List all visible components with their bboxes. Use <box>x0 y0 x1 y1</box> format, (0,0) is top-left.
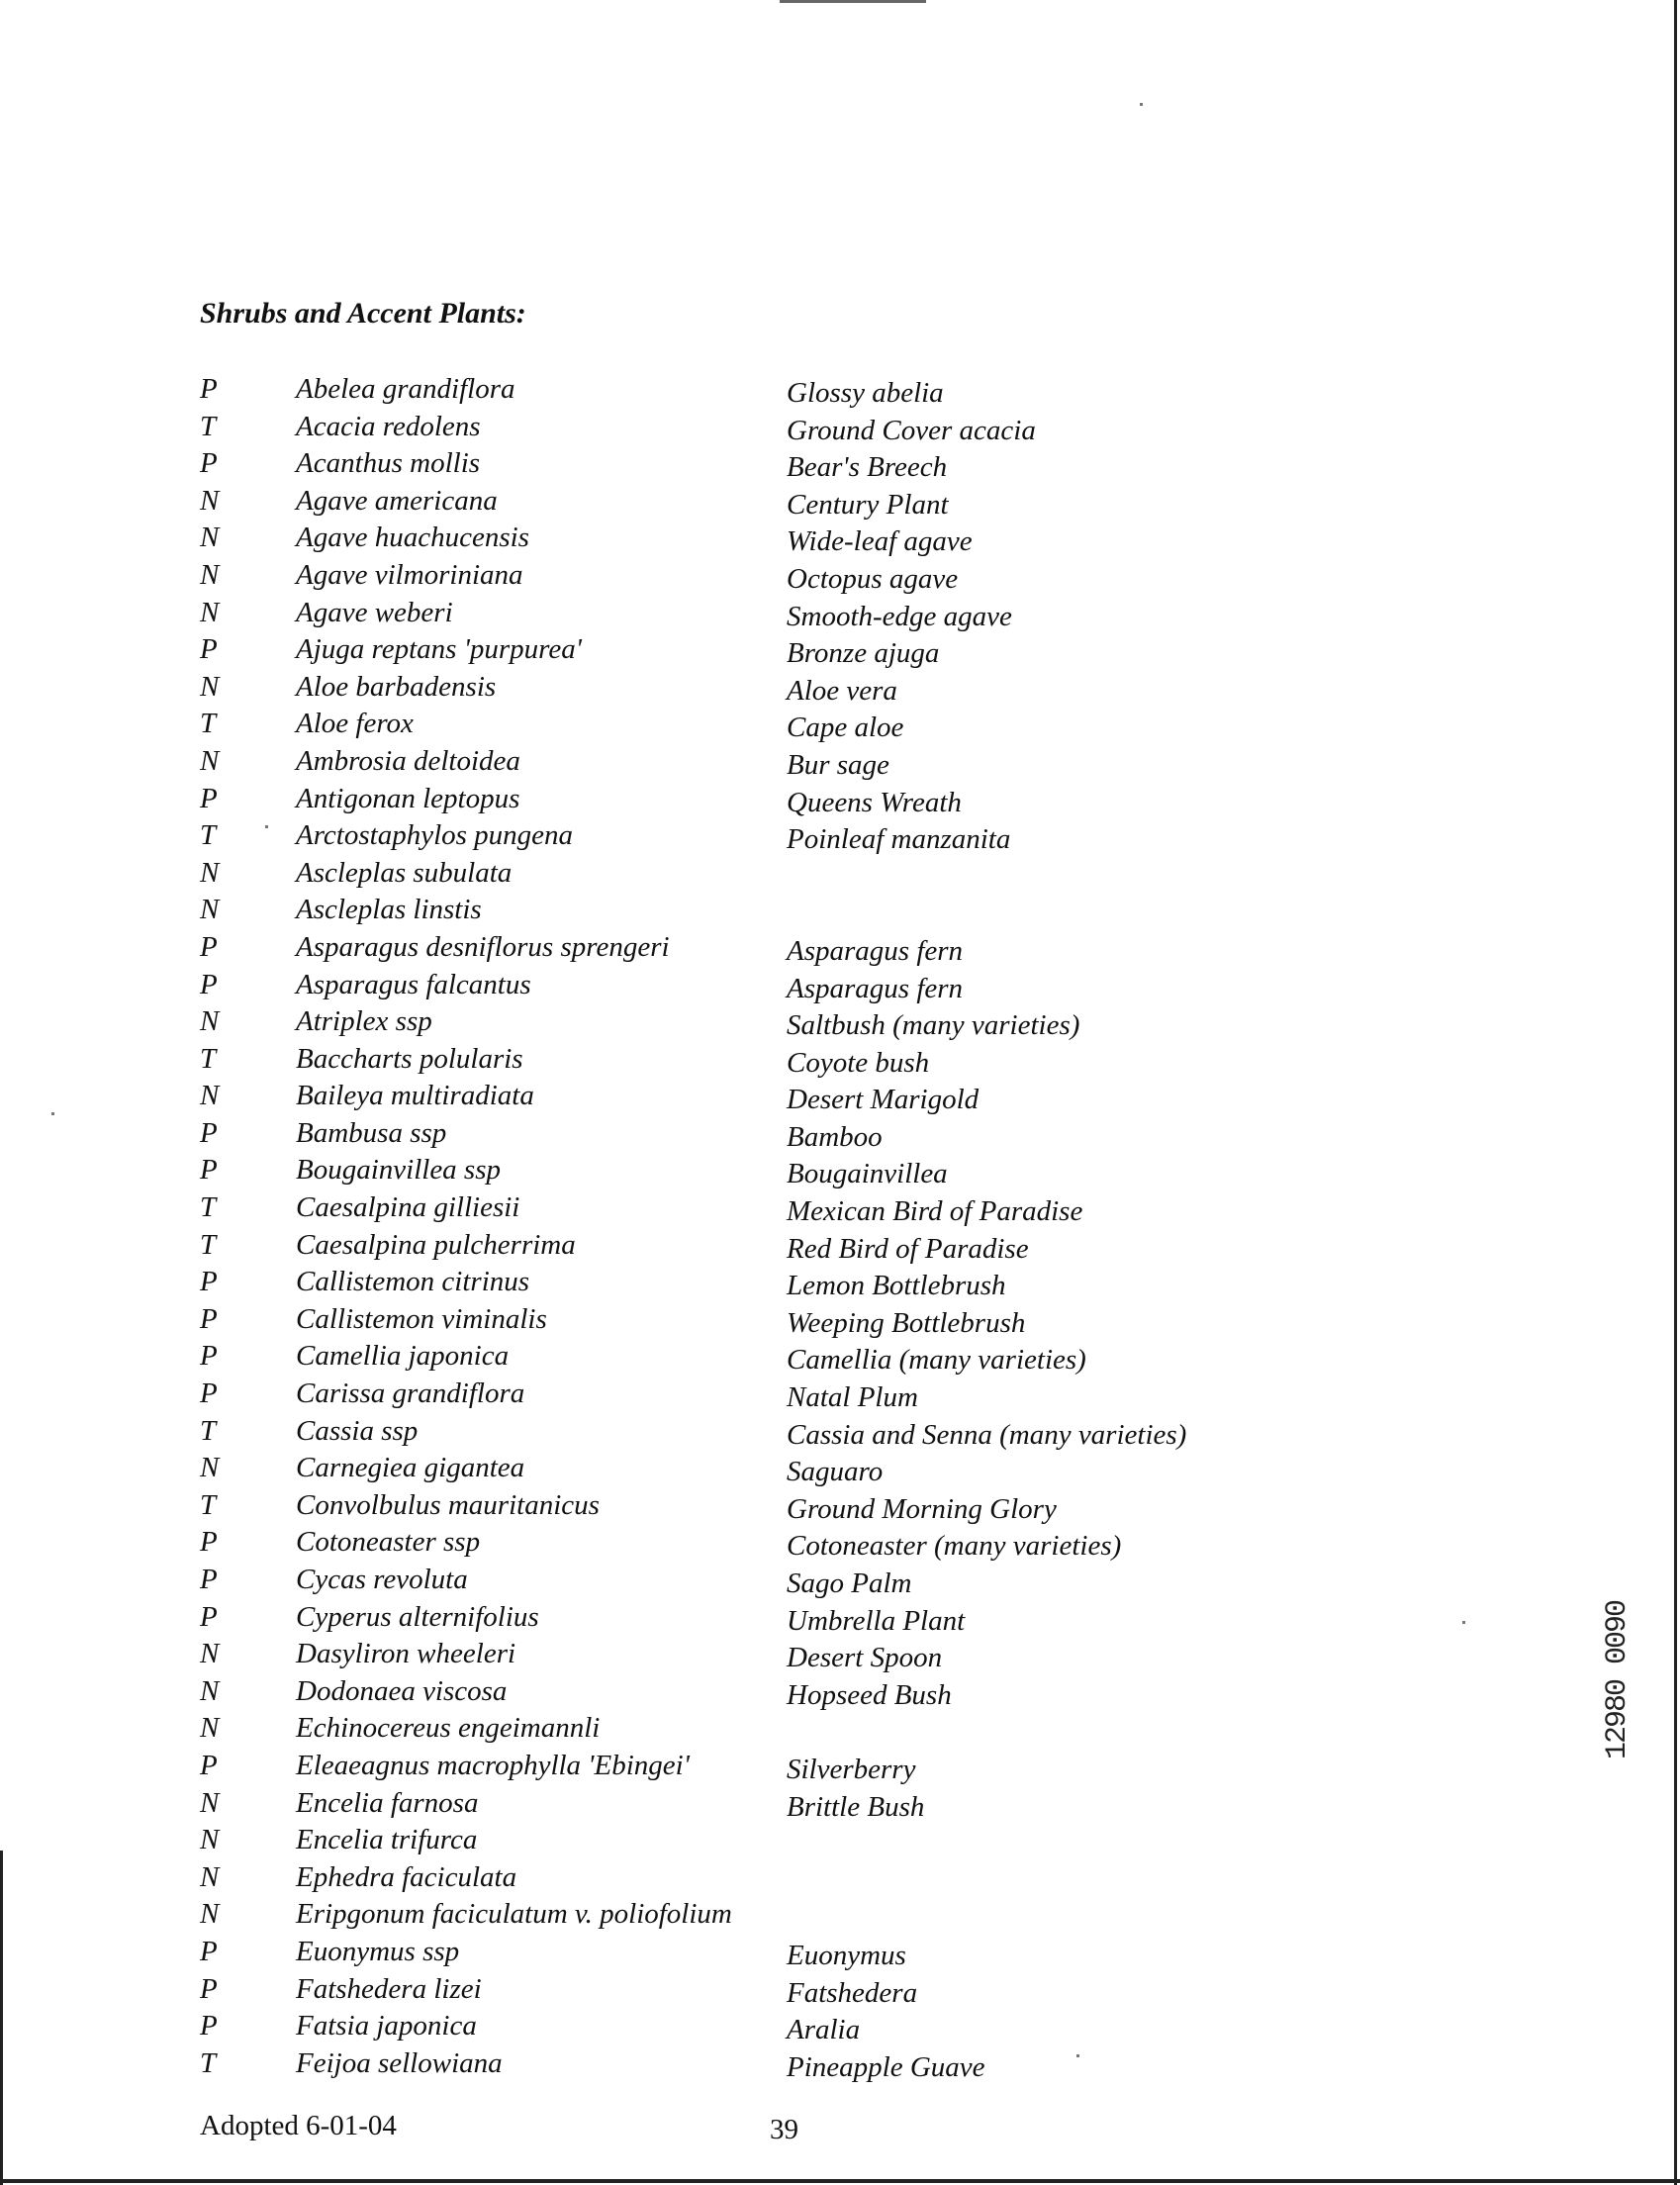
scientific-name: Convolbulus mauritanicus <box>296 1488 600 1521</box>
plant-row <box>200 1301 1288 1339</box>
common-name: Red Bird of Paradise <box>787 1232 1029 1265</box>
plant-code: P <box>200 1340 218 1373</box>
plant-row <box>200 1078 1288 1115</box>
plant-row <box>200 409 1288 446</box>
scientific-name: Echinocereus engeimannli <box>296 1712 601 1745</box>
common-name: Hopseed Bush <box>787 1678 952 1711</box>
scientific-name: Agave americana <box>296 484 498 517</box>
scientific-name: Agave huachucensis <box>296 522 529 554</box>
plant-row <box>200 1450 1288 1487</box>
scientific-name: Ajuga reptans 'purpurea' <box>296 633 582 666</box>
plant-row <box>200 445 1288 483</box>
plant-code: P <box>200 1600 218 1633</box>
common-name: Octopus agave <box>787 562 959 595</box>
common-name: Lemon Bottlebrush <box>787 1270 1006 1302</box>
scientific-name: Aloe ferox <box>296 708 414 740</box>
scientific-name: Ephedra faciculata <box>296 1860 517 1893</box>
plant-row <box>200 892 1288 929</box>
plant-code: N <box>200 744 220 777</box>
plant-row <box>200 557 1288 595</box>
common-name: Smooth-edge agave <box>787 600 1012 632</box>
plant-row <box>200 2045 1288 2083</box>
plant-row <box>200 1264 1288 1301</box>
plant-code: P <box>200 1378 218 1410</box>
common-name: Asparagus fern <box>787 972 964 1004</box>
plant-code: P <box>200 1972 218 2005</box>
common-name: Saltbush (many varieties) <box>787 1009 1080 1042</box>
common-name: Silverberry <box>787 1753 916 1785</box>
plant-row <box>200 371 1288 409</box>
plant-row <box>200 1934 1288 1971</box>
plant-row <box>200 1785 1288 1823</box>
common-name: Aralia <box>787 2014 861 2046</box>
scientific-name: Cyperus alternifolius <box>296 1600 539 1633</box>
scientific-name: Encelia trifurca <box>296 1824 478 1856</box>
plant-code: T <box>200 819 217 852</box>
scientific-name: Agave weberi <box>296 596 453 628</box>
common-name: Saguaro <box>787 1456 884 1488</box>
plant-row <box>200 1003 1288 1041</box>
plant-code: P <box>200 1749 218 1781</box>
common-name: Queens Wreath <box>787 786 962 818</box>
plant-code: N <box>200 558 220 591</box>
plant-code: P <box>200 1154 218 1187</box>
common-name: Bougainvillea <box>787 1158 948 1190</box>
plant-code: N <box>200 1638 220 1670</box>
plant-row <box>200 929 1288 967</box>
scientific-name: Carnegiea gigantea <box>296 1452 525 1484</box>
document-stamp-number: 12980 0090 <box>1601 1601 1634 1760</box>
plant-code: P <box>200 782 218 814</box>
plant-code: T <box>200 2046 217 2079</box>
plant-row <box>200 669 1288 707</box>
plant-row <box>200 2008 1288 2045</box>
plant-row <box>200 1859 1288 1897</box>
scientific-name: Carissa grandiflora <box>296 1378 525 1410</box>
scientific-name: Bougainvillea ssp <box>296 1154 502 1187</box>
plant-code: N <box>200 670 220 703</box>
common-name: Natal Plum <box>787 1381 918 1414</box>
plant-code: P <box>200 447 218 480</box>
plant-row <box>200 1562 1288 1599</box>
plant-code: P <box>200 2010 218 2042</box>
scientific-name: Caesalpina pulcherrima <box>296 1228 576 1261</box>
plant-code: N <box>200 1674 220 1707</box>
plant-code: T <box>200 1191 217 1224</box>
common-name: Desert Marigold <box>787 1084 980 1116</box>
scan-speck <box>1140 103 1143 106</box>
plant-row <box>200 1524 1288 1562</box>
common-name: Coyote bush <box>787 1046 930 1079</box>
scientific-name: Euonymus ssp <box>296 1935 460 1967</box>
plant-row <box>200 1152 1288 1189</box>
scientific-name: Fatsia japonica <box>296 2010 477 2042</box>
plant-code: T <box>200 1228 217 1261</box>
common-name: Euonymus <box>787 1939 906 1971</box>
scientific-name: Eleaeagnus macrophylla 'Ebingei' <box>296 1749 690 1781</box>
plant-code: P <box>200 930 218 963</box>
scientific-name: Caesalpina gilliesii <box>296 1191 520 1224</box>
common-name: Umbrella Plant <box>787 1604 966 1637</box>
plant-row <box>200 1338 1288 1376</box>
plant-row <box>200 631 1288 669</box>
common-name: Ground Morning Glory <box>787 1492 1057 1525</box>
plant-row <box>200 1971 1288 2009</box>
scientific-name: Cycas revoluta <box>296 1564 468 1595</box>
common-name: Weeping Bottlebrush <box>787 1306 1026 1339</box>
top-scan-rule <box>780 0 926 3</box>
common-name: Cape aloe <box>787 712 904 744</box>
page-border-bottom <box>0 2179 1680 2183</box>
plant-row <box>200 817 1288 855</box>
plant-code: P <box>200 1302 218 1335</box>
plant-row <box>200 1189 1288 1227</box>
plant-code: N <box>200 596 220 628</box>
plant-row <box>200 1487 1288 1525</box>
plant-code: T <box>200 1414 217 1447</box>
plant-code: T <box>200 1488 217 1521</box>
scientific-name: Abelea grandiflora <box>296 373 515 405</box>
common-name: Poinleaf manzanita <box>787 823 1011 856</box>
plant-row <box>200 1822 1288 1859</box>
plant-code: N <box>200 1824 220 1856</box>
scientific-name: Atriplex ssp <box>296 1005 432 1038</box>
plant-code: P <box>200 1526 218 1559</box>
scientific-name: Antigonan leptopus <box>296 782 520 814</box>
common-name: Century Plant <box>787 488 949 521</box>
plant-row <box>200 1376 1288 1413</box>
plant-row <box>200 595 1288 632</box>
common-name: Bear's Breech <box>787 451 948 484</box>
scientific-name: Callistemon viminalis <box>296 1302 547 1335</box>
plant-code: P <box>200 1266 218 1298</box>
plant-row <box>200 520 1288 557</box>
plant-row <box>200 483 1288 521</box>
scan-speck <box>51 1112 54 1115</box>
plant-row <box>200 1115 1288 1153</box>
scientific-name: Agave vilmoriniana <box>296 558 523 591</box>
scientific-name: Asparagus falcantus <box>296 968 531 1000</box>
common-name: Wide-leaf agave <box>787 525 973 558</box>
plant-code: P <box>200 373 218 405</box>
scientific-name: Dodonaea viscosa <box>296 1674 508 1707</box>
scientific-name: Acacia redolens <box>296 410 481 442</box>
scientific-name: Aloe barbadensis <box>296 670 497 703</box>
plant-row <box>200 781 1288 818</box>
plant-code: N <box>200 1452 220 1484</box>
plant-code: N <box>200 1080 220 1112</box>
plant-code: N <box>200 1860 220 1893</box>
scientific-name: Cassia ssp <box>296 1414 419 1447</box>
scientific-name: Cotoneaster ssp <box>296 1526 481 1559</box>
plant-code: P <box>200 1564 218 1595</box>
plant-code: P <box>200 1116 218 1149</box>
common-name: Desert Spoon <box>787 1642 943 1674</box>
scientific-name: Encelia farnosa <box>296 1786 479 1819</box>
plant-row <box>200 1636 1288 1673</box>
page-border-left <box>0 1851 3 2185</box>
common-name: Fatshedera <box>787 1976 918 2009</box>
common-name: Cotoneaster (many varieties) <box>787 1530 1122 1563</box>
plant-code: P <box>200 1935 218 1967</box>
scientific-name: Baileya multiradiata <box>296 1080 534 1112</box>
common-name: Ground Cover acacia <box>787 414 1036 446</box>
common-name: Mexican Bird of Paradise <box>787 1195 1083 1228</box>
scientific-name: Ascleplas linstis <box>296 894 482 926</box>
common-name: Pineapple Guave <box>787 2050 985 2083</box>
common-name: Glossy abelia <box>787 377 944 409</box>
plant-code: T <box>200 410 217 442</box>
plant-row <box>200 1413 1288 1451</box>
plant-row <box>200 1748 1288 1785</box>
scientific-name: Ascleplas subulata <box>296 856 513 889</box>
scientific-name: Camellia japonica <box>296 1340 510 1373</box>
plant-row <box>200 967 1288 1004</box>
common-name: Bur sage <box>787 748 889 781</box>
page-number: 39 <box>770 2114 798 2145</box>
common-name: Cassia and Senna (many varieties) <box>787 1418 1187 1451</box>
common-name: Sago Palm <box>787 1568 912 1599</box>
plant-row <box>200 1673 1288 1711</box>
plant-code: N <box>200 1005 220 1038</box>
section-heading: Shrubs and Accent Plants: <box>200 297 526 330</box>
scientific-name: Baccharts polularis <box>296 1042 523 1075</box>
scientific-name: Asparagus desniflorus sprengeri <box>296 930 670 963</box>
plant-code: N <box>200 1712 220 1745</box>
plant-list <box>200 371 1288 2082</box>
plant-row <box>200 1896 1288 1934</box>
scientific-name: Ambrosia deltoidea <box>296 744 520 777</box>
plant-row <box>200 1710 1288 1748</box>
plant-row <box>200 1599 1288 1637</box>
scientific-name: Acanthus mollis <box>296 447 481 480</box>
plant-row <box>200 706 1288 743</box>
common-name: Bamboo <box>787 1120 883 1153</box>
plant-code: P <box>200 968 218 1000</box>
plant-code: N <box>200 484 220 517</box>
common-name: Asparagus fern <box>787 934 964 967</box>
plant-row <box>200 1041 1288 1079</box>
scan-speck <box>1462 1621 1465 1624</box>
common-name: Aloe vera <box>787 674 897 707</box>
common-name: Brittle Bush <box>787 1790 925 1823</box>
scientific-name: Eripgonum faciculatum v. poliofolium <box>296 1898 732 1931</box>
page-border-right <box>1674 0 1677 2185</box>
common-name: Bronze ajuga <box>787 637 940 670</box>
plant-code: T <box>200 1042 217 1075</box>
scientific-name: Feijoa sellowiana <box>296 2046 503 2079</box>
common-name: Camellia (many varieties) <box>787 1344 1086 1377</box>
scientific-name: Fatshedera lizei <box>296 1972 482 2005</box>
plant-code: N <box>200 1786 220 1819</box>
plant-code: T <box>200 708 217 740</box>
plant-code: N <box>200 894 220 926</box>
plant-code: N <box>200 856 220 889</box>
plant-code: N <box>200 1898 220 1931</box>
plant-row <box>200 1227 1288 1265</box>
plant-code: P <box>200 633 218 666</box>
adopted-date: Adopted 6-01-04 <box>200 2110 397 2141</box>
scientific-name: Arctostaphylos pungena <box>296 819 574 852</box>
plant-code: N <box>200 522 220 554</box>
plant-row <box>200 855 1288 893</box>
plant-row <box>200 743 1288 781</box>
scientific-name: Bambusa ssp <box>296 1116 447 1149</box>
scientific-name: Callistemon citrinus <box>296 1266 530 1298</box>
scientific-name: Dasyliron wheeleri <box>296 1638 516 1670</box>
